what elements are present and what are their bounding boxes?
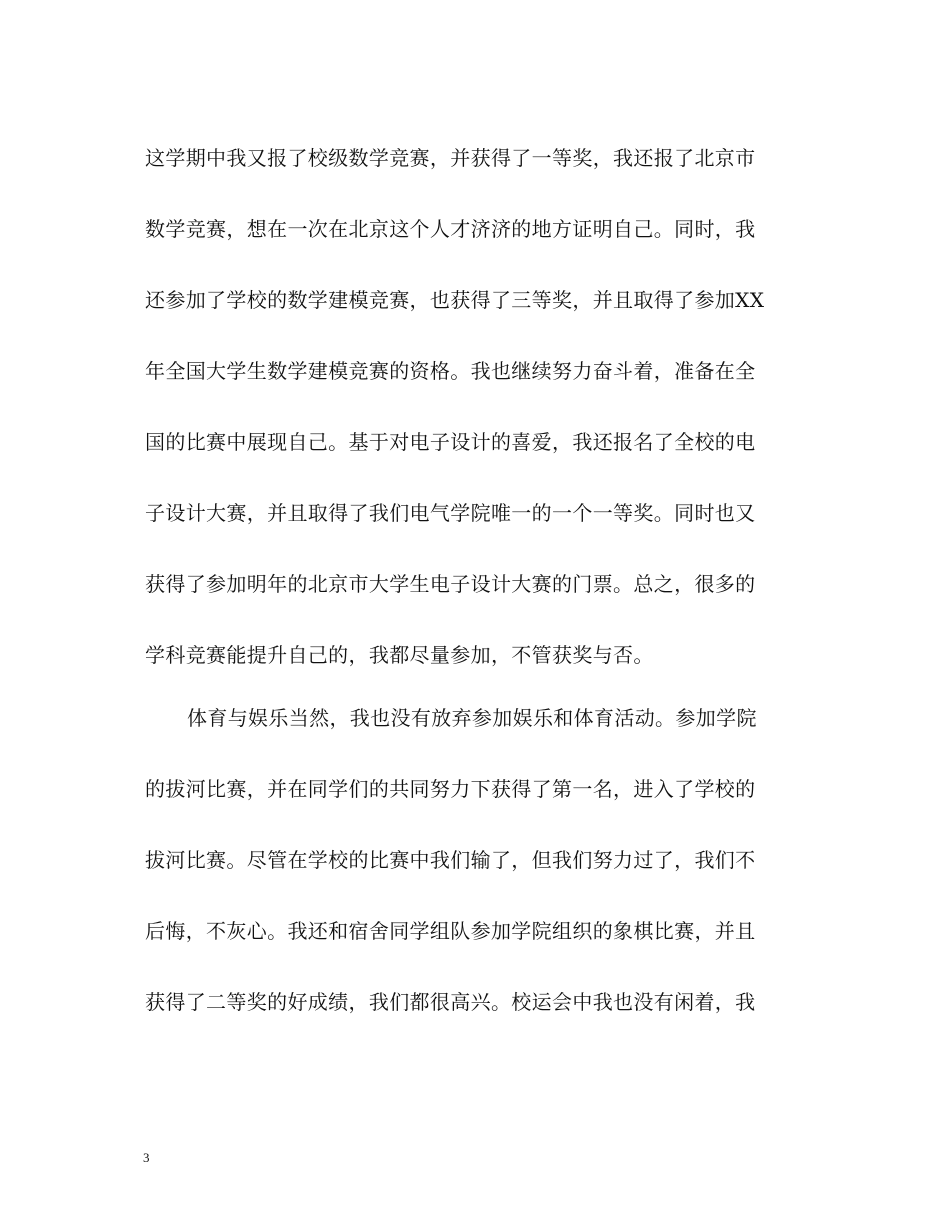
text-line: 后悔，不灰心。我还和宿舍同学组队参加学院组织的象棋比赛，并且	[145, 919, 756, 943]
text-line: 学科竞赛能提升自己的，我都尽量参加，不管获奖与否。	[145, 643, 654, 667]
body-text	[145, 140, 807, 1055]
paragraph-first-line: 体育与娱乐当然，我也没有放弃参加娱乐和体育活动。参加学院	[187, 706, 757, 730]
page-number: 3	[143, 1150, 150, 1165]
text-line: 年全国大学生数学建模竞赛的资格。我也继续努力奋斗着，准备在全	[145, 359, 756, 383]
text-line: 子设计大赛，并且取得了我们电气学院唯一的一个一等奖。同时也又	[145, 501, 756, 525]
text-line: 这学期中我又报了校级数学竞赛，并获得了一等奖，我还报了北京市	[145, 146, 756, 170]
text-line: 数学竞赛，想在一次在北京这个人才济济的地方证明自己。同时，我	[145, 217, 756, 241]
text-line: 获得了二等奖的好成绩，我们都很高兴。校运会中我也没有闲着，我	[145, 990, 756, 1014]
text-line: 获得了参加明年的北京市大学生电子设计大赛的门票。总之，很多的	[145, 572, 756, 596]
text-line: 还参加了学校的数学建模竞赛，也获得了三等奖，并且取得了参加XX	[145, 288, 765, 312]
text-line: 国的比赛中展现自己。基于对电子设计的喜爱，我还报名了全校的电	[145, 430, 756, 454]
text-line: 拔河比赛。尽管在学校的比赛中我们输了，但我们努力过了，我们不	[145, 848, 756, 872]
text-line: 的拔河比赛，并在同学们的共同努力下获得了第一名，进入了学校的	[145, 777, 756, 801]
